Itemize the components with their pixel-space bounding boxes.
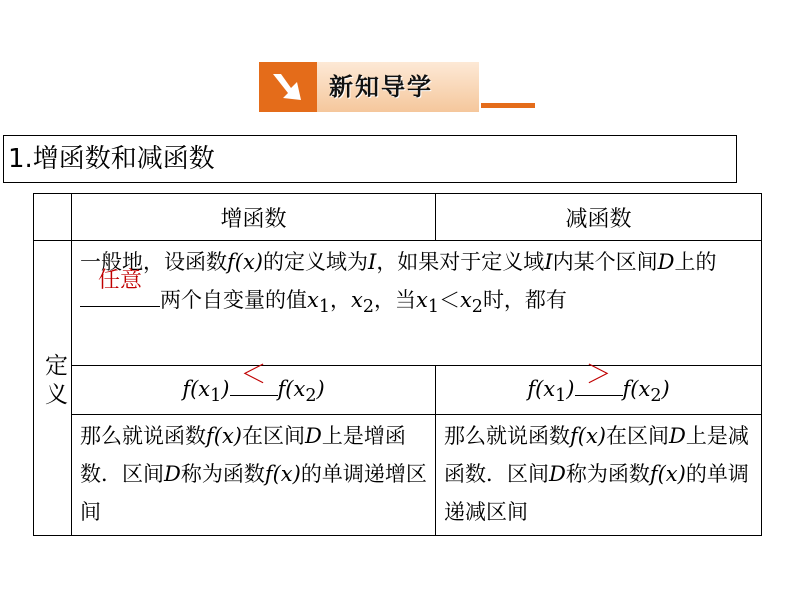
row-label-text: 定义 [41,352,67,411]
definition-condition: 一般地，设函数f(x)的定义域为I，如果对于定义域I内某个区间D上的 任意 两个自变量的值$x_1$，$x_2$，当$x_1<x_2$时，都有 [72,241,762,366]
increasing-conclusion: 那么就说函数f(x)在区间D上是增函数．区间D称为函数f(x)的单调递增区间 [72,415,436,536]
monotonic-function-table [33,193,762,536]
fill-blank-less [230,359,278,396]
decreasing-relation: $f(x_1)$ ＞ $f(x_2)$ [436,366,762,415]
corner-cell [34,194,72,241]
check-arrow-icon [269,70,307,104]
col-header-decreasing: 减函数 [436,194,762,241]
banner-icon-box [259,62,317,112]
row-label-definition [34,241,72,536]
banner-underline [481,103,535,108]
col-header-increasing: 增函数 [72,194,436,241]
answer-any: 任意 [97,268,142,293]
answer-greater-than: ＞ [585,359,612,390]
fill-blank-greater [575,359,623,396]
fill-blank-any [80,268,160,307]
answer-less-than: ＜ [240,359,267,390]
decreasing-conclusion: 那么就说函数f(x)在区间D上是减函数．区间D称为函数f(x)的单调递减区间 [436,415,762,536]
section-banner [259,62,535,112]
increasing-relation: $f(x_1)$ ＜ $f(x_2)$ [72,366,436,415]
section-heading: 1.增函数和减函数 [3,135,737,183]
banner-title: 新知导学 [317,62,479,112]
